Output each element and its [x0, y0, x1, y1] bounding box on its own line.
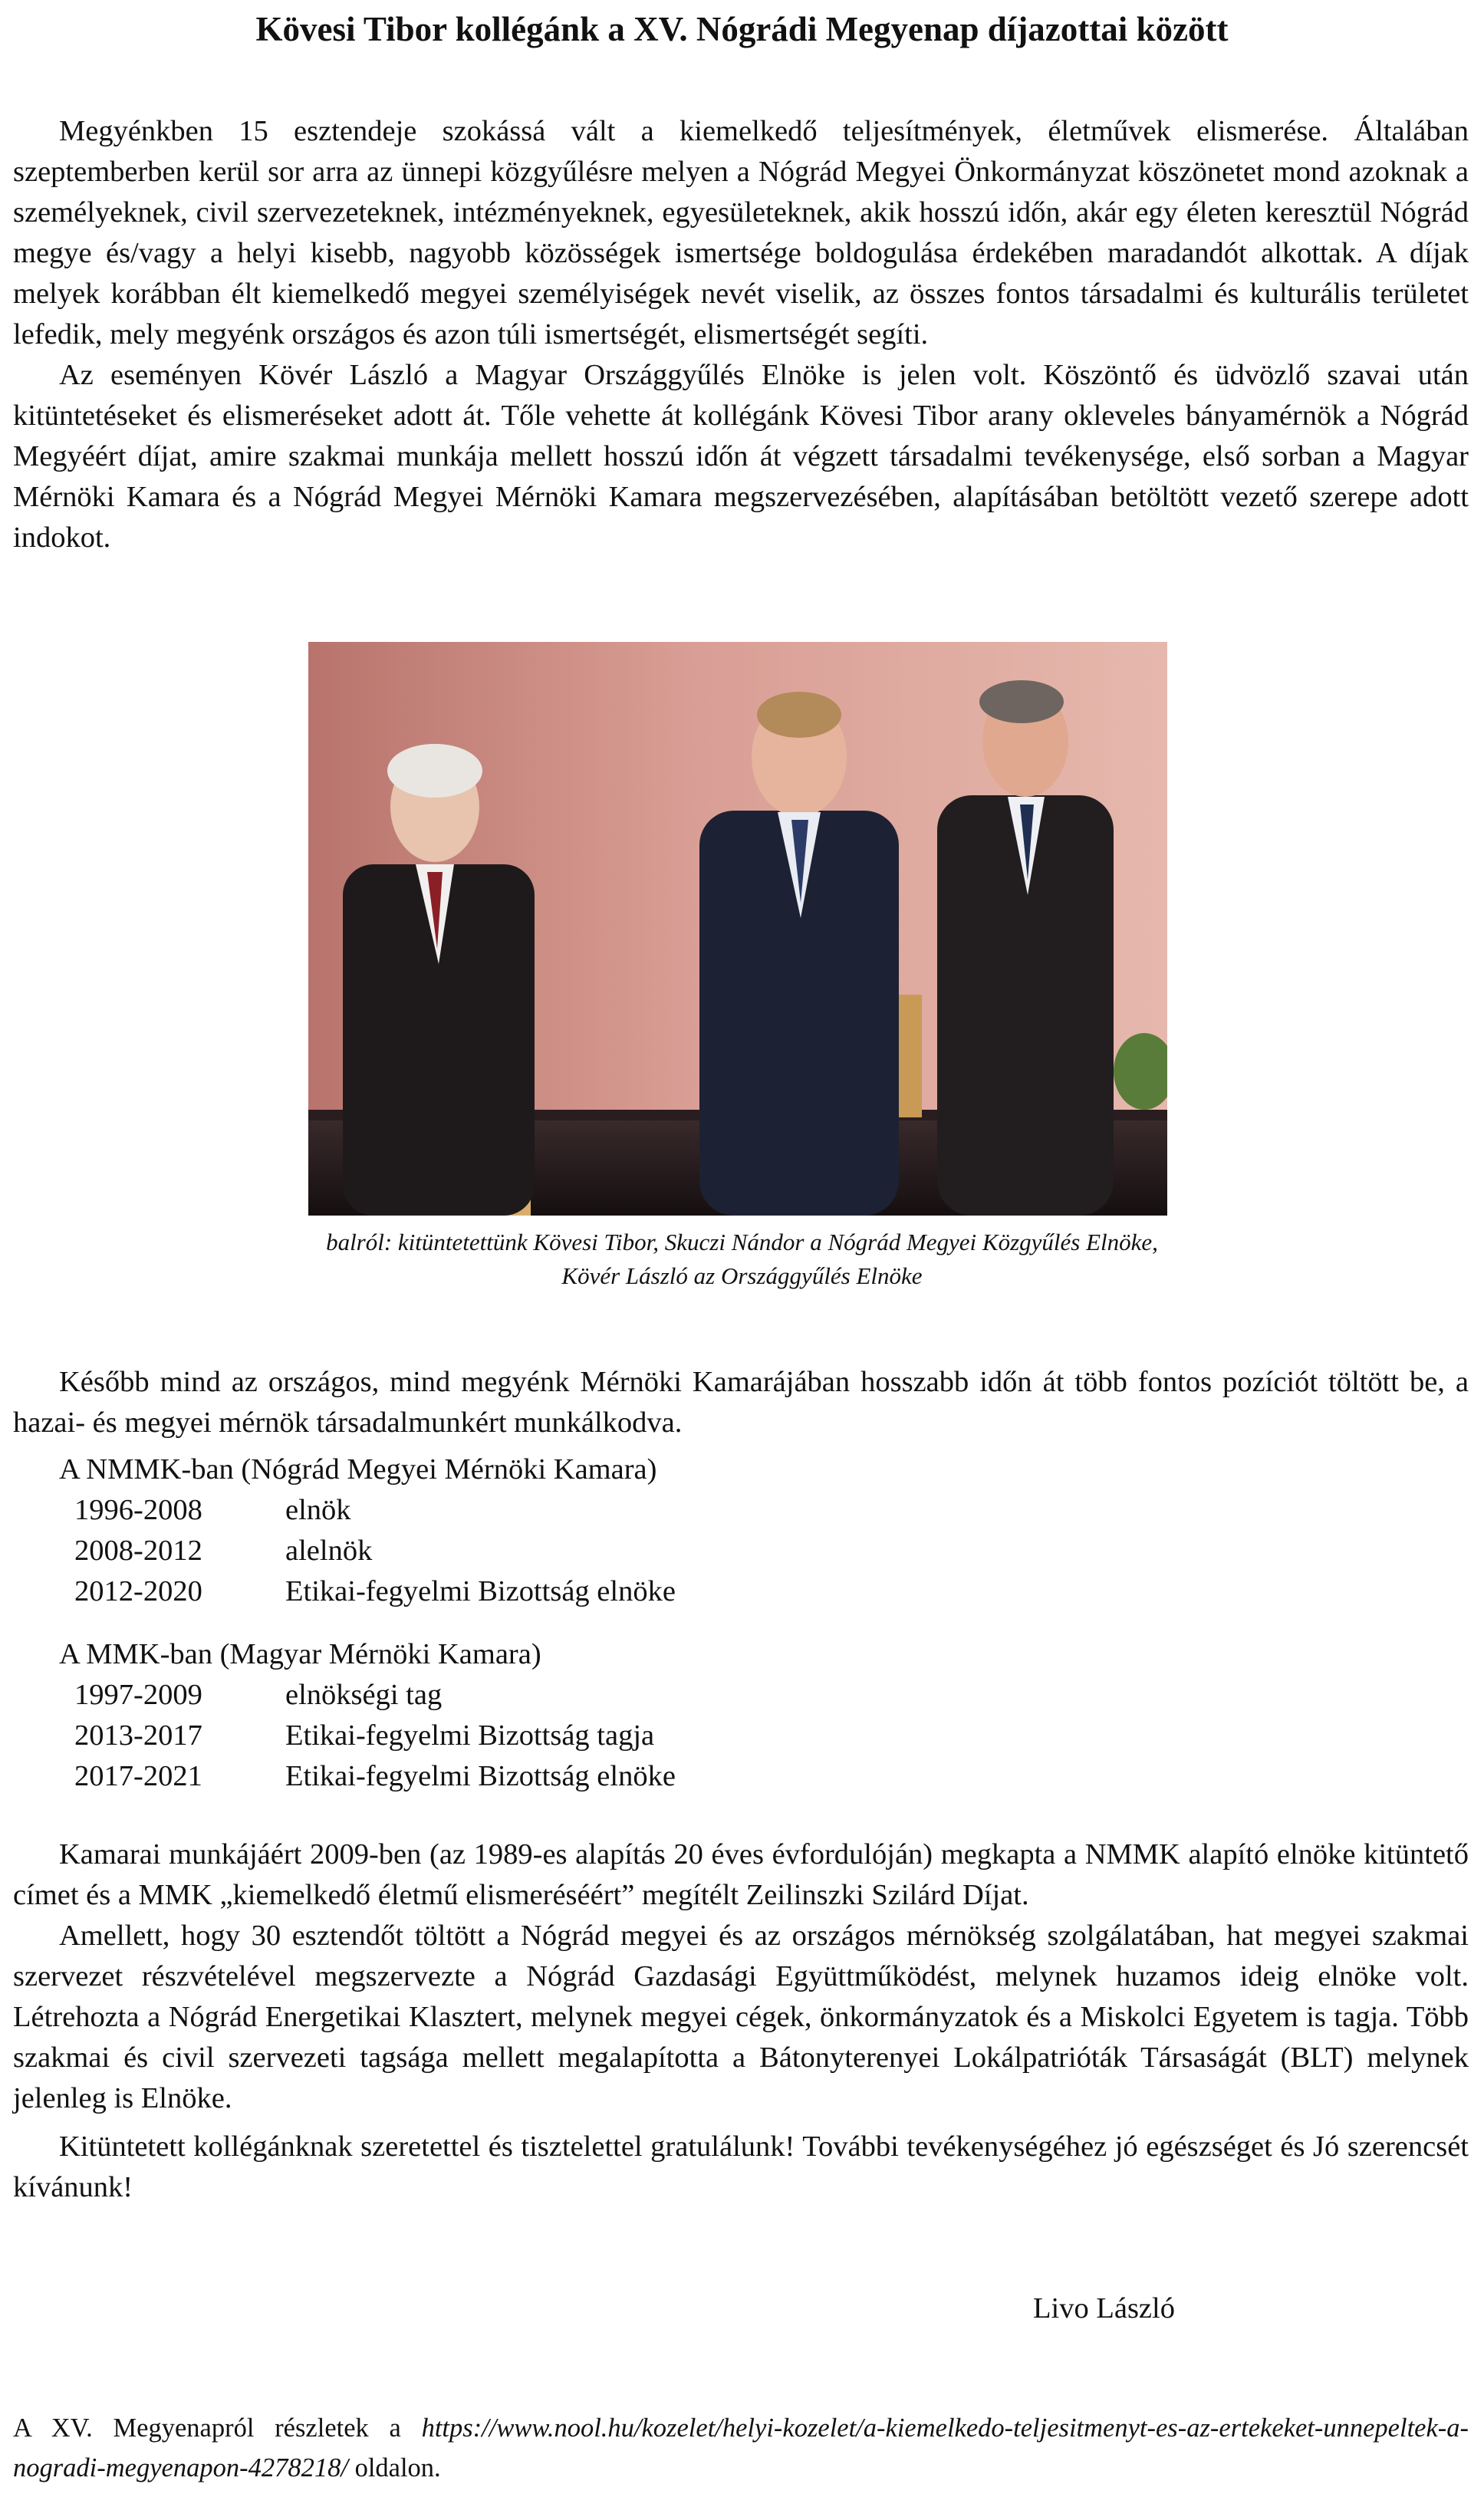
paragraph: Később mind az országos, mind megyénk Mérnöki Kamarájában hosszabb időn át több fontos pozíciót töltött be, a hazai- és megyei mérnök társadalmunkért munkálkodva.: [13, 1366, 1469, 1439]
list-item: [74, 1756, 1148, 1797]
role-years: 1996-2008: [74, 1494, 202, 1526]
positions-intro: [13, 1362, 1469, 1443]
list-item: [74, 1531, 1148, 1571]
role-title: Etikai-fegyelmi Bizottság elnöke: [285, 1575, 676, 1607]
role-title: Etikai-fegyelmi Bizottság tagja: [285, 1719, 655, 1752]
list-item: [74, 1675, 1148, 1716]
mmk-role-list: [74, 1675, 1148, 1797]
closing-text: [13, 1834, 1469, 2208]
nmmk-role-list: [74, 1490, 1148, 1612]
paragraph: Az eseményen Kövér László a Magyar Országgyűlés Elnöke is jelen volt. Köszöntő és üdvözlő szavai után kitüntetéseket és elismeréseket adott át. Tőle vehette át kollégánk Kövesi Tibor arany okleveles bányamérnök a Nógrád Megyéért díjat, amire szakmai munkája mellett hosszú időn át végzett társadalmi tevékenysége, első sorban a Magyar Mérnöki Kamara és a Nógrád Megyei Mérnöki Kamara megszervezésében, alapításában betöltött vezető szerepe adott indokot.: [13, 359, 1469, 554]
photo-caption-line-2: Kövér László az Országgyűlés Elnöke: [561, 1262, 923, 1289]
role-years: 2012-2020: [74, 1575, 202, 1607]
role-title: elnökségi tag: [285, 1679, 443, 1711]
mmk-heading: A MMK-ban (Magyar Mérnöki Kamara): [59, 1638, 541, 1670]
role-title: Etikai-fegyelmi Bizottság elnöke: [285, 1760, 676, 1792]
role-years: 1997-2009: [74, 1679, 202, 1711]
paragraph: Megyénkben 15 esztendeje szokássá vált a kiemelkedő teljesítmények, életművek elismerése. Általában szeptemberben kerül sor arra az ünnepi közgyűlésre melyen a Nógrád Megyei Önkormányzat köszönetet mond azoknak a személyeknek, civil szervezeteknek, intézményeknek, egyesületeknek, akik hosszú időn, akár egy életen keresztül Nógrád megye és/vagy a helyi kisebb, nagyobb közösségek ismertsége boldogulása érdekében maradandót alkottak. A díjak melyek korábban élt kiemelkedő megyei személyiségek nevét viselik, az összes fontos társadalmi és kulturális területet lefedik, mely megyénk országos és azon túli ismertségét, elismertségét segíti.: [13, 115, 1469, 350]
source-prefix: A XV. Megyenapról részletek a: [13, 2413, 401, 2443]
author-signature: Livo László: [1033, 2292, 1175, 2325]
award-ceremony-photo: [308, 642, 1167, 1216]
role-years: 2013-2017: [74, 1719, 202, 1752]
photo-caption-line-1: balról: kitüntetettünk Kövesi Tibor, Skuczi Nándor a Nógrád Megyei Közgyűlés Elnöke,: [326, 1229, 1158, 1255]
photo-illustration: [308, 642, 1167, 1216]
source-note: [13, 2408, 1469, 2488]
intro-text: [13, 111, 1469, 558]
page-title: Kövesi Tibor kollégánk a XV. Nógrádi Megyenap díjazottai között: [255, 10, 1229, 48]
paragraph: Kamarai munkájáért 2009-ben (az 1989-es alapítás 20 éves évfordulóján) megkapta a NMMK alapító elnöke kitüntető címet és a MMK „kiemelkedő életmű elismeréséért” megítélt Zeilinszki Szilárd Díjat.: [13, 1838, 1469, 1911]
source-suffix: oldalon.: [354, 2453, 441, 2482]
paragraph: Kitüntetett kollégánknak szeretettel és tisztelettel gratulálunk! További tevékenységéhez jó egészséget és Jó szerencsét kívánunk!: [13, 2130, 1469, 2203]
role-title: elnök: [285, 1494, 351, 1526]
nmmk-heading: A NMMK-ban (Nógrád Megyei Mérnöki Kamara): [59, 1453, 657, 1486]
paragraph: Amellett, hogy 30 esztendőt töltött a Nógrád megyei és az országos mérnökség szolgálatában, hat megyei szakmai szervezet részvételével megszervezte a Nógrád Gazdasági Együttműködést, melynek huzamos ideig elnöke volt. Létrehozta a Nógrád Energetikai Klasztert, melynek megyei cégek, önkormányzatok és a Miskolci Egyetem is tagja. Több szakmai és civil szervezeti tagsága mellett megalapította a Bátonyterenyei Lokálpatrióták Társaságát (BLT) melynek jelenleg is Elnöke.: [13, 1920, 1469, 2114]
list-item: [74, 1571, 1148, 1612]
role-title: alelnök: [285, 1535, 373, 1567]
source-url-part-1: https://www.nool.hu/kozelet/helyi-kozelet/a-kiemelkedo-teljesitmenyt-es-az-: [421, 2413, 1219, 2443]
role-years: 2017-2021: [74, 1760, 202, 1792]
role-years: 2008-2012: [74, 1535, 202, 1567]
source-url-part-2: ertekeket-unnepeltek-a-nogradi-megyenapon-4278218/: [13, 2413, 1469, 2482]
list-item: [74, 1490, 1148, 1531]
list-item: [74, 1716, 1148, 1756]
